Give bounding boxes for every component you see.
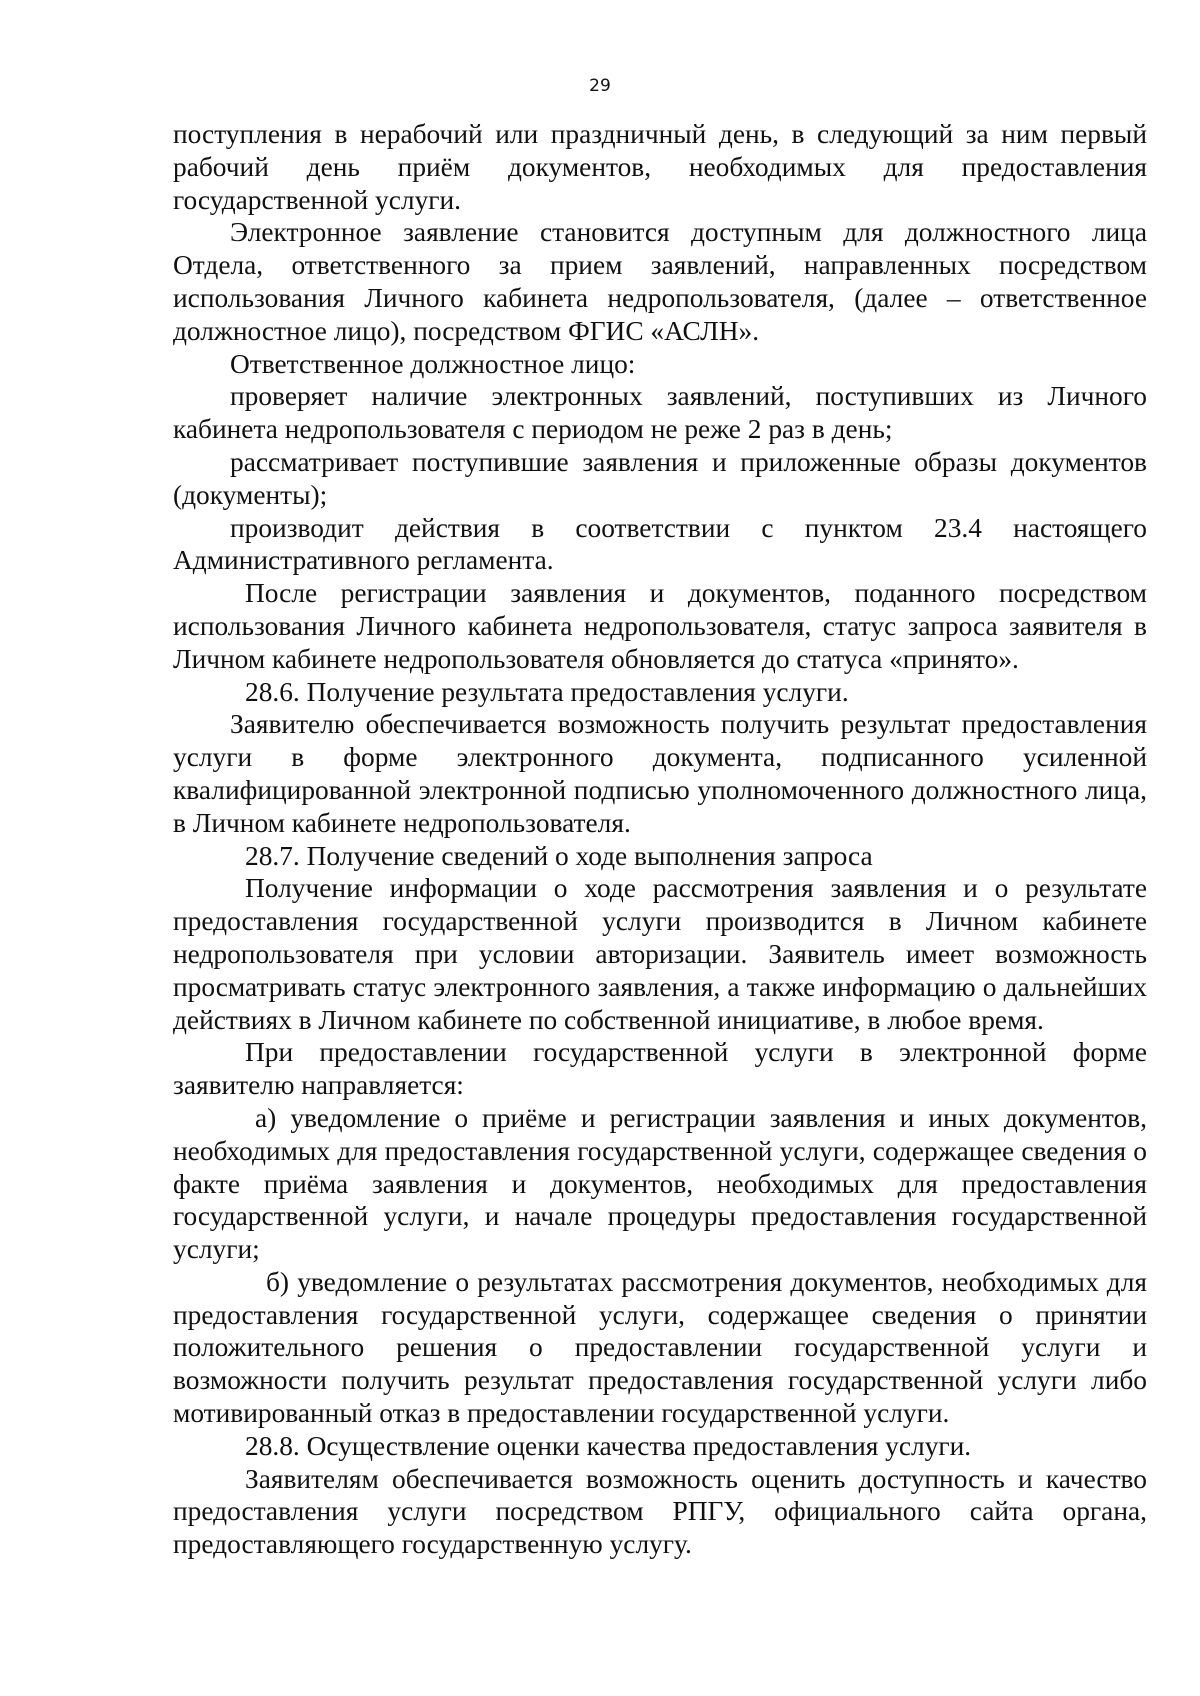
paragraph-after-registration: После регистрации заявления и документов, поданного посредством использования Личного кабинета недропользователя, статус запроса заявителя в Личном кабинете недропользователя обновляется до статуса «принято». — [173, 578, 1147, 674]
paragraph-checks-applications: проверяет наличие электронных заявлений, поступивших из Личного кабинета недропользователя с периодом не реже 2 раз в день; — [173, 381, 1147, 445]
paragraph-responsible-official: Ответственное должностное лицо: — [230, 348, 636, 379]
section-heading-28-8: 28.8. Осуществление оценки качества предоставления услуги. — [245, 1430, 972, 1461]
list-item-b: б) уведомление о результатах рассмотрения документов, необходимых для предоставления государственной услуги, содержащее сведения о принятии положительного решения о предоставлении государственной услуги и возможности получить результат предоставления государственной услуги либо мотивированный отказ в предоставлении государственной услуги. — [173, 1266, 1147, 1429]
paragraph-notifications-intro: При предоставлении государственной услуги в электронной форме заявителю направляется: — [173, 1037, 1147, 1101]
page-number: 29 — [589, 76, 611, 96]
paragraph-performs-actions: производит действия в соответствии с пунктом 23.4 настоящего Административного регламента. — [173, 512, 1147, 576]
paragraph-result-receipt: Заявителю обеспечивается возможность получить результат предоставления услуги в форме электронного документа, подписанного усиленной квалифицированной электронной подписью уполномоченного должностного лица, в Личном кабинете недропользователя. — [173, 709, 1147, 838]
list-item-a: а) уведомление о приёме и регистрации заявления и иных документов, необходимых для предоставления государственной услуги, содержащее сведения о факте приёма заявления и документов, необходимых для предоставления государственной услуги, и начале процедуры предоставления государственной услуги; — [173, 1102, 1147, 1265]
section-heading-28-6: 28.6. Получение результата предоставления услуги. — [245, 676, 849, 707]
document-body — [173, 118, 1147, 1561]
paragraph-electronic-application: Электронное заявление становится доступным для должностного лица Отдела, ответственного за прием заявлений, направленных посредством использования Личного кабинета недропользователя, (далее – ответственное должностное лицо), посредством ФГИС «АСЛН». — [173, 217, 1147, 346]
paragraph-quality-assessment: Заявителям обеспечивается возможность оценить доступность и качество предоставления услуги посредством РПГУ, официального сайта органа, предоставляющего государственную услугу. — [173, 1463, 1147, 1560]
paragraph-continuation: поступления в нерабочий или праздничный день, в следующий за ним первый рабочий день приём документов, необходимых для предоставления государственной услуги. — [173, 119, 1147, 215]
section-heading-28-7: 28.7. Получение сведений о ходе выполнения запроса — [245, 840, 873, 871]
paragraph-status-information: Получение информации о ходе рассмотрения заявления и о результате предоставления государственной услуги производится в Личном кабинете недропользователя при условии авторизации. Заявитель имеет возможность просматривать статус электронного заявления, а также информацию о дальнейших действиях в Личном кабинете по собственной инициативе, в любое время. — [173, 873, 1147, 1035]
paragraph-reviews-applications: рассматривает поступившие заявления и приложенные образы документов (документы); — [173, 446, 1147, 510]
